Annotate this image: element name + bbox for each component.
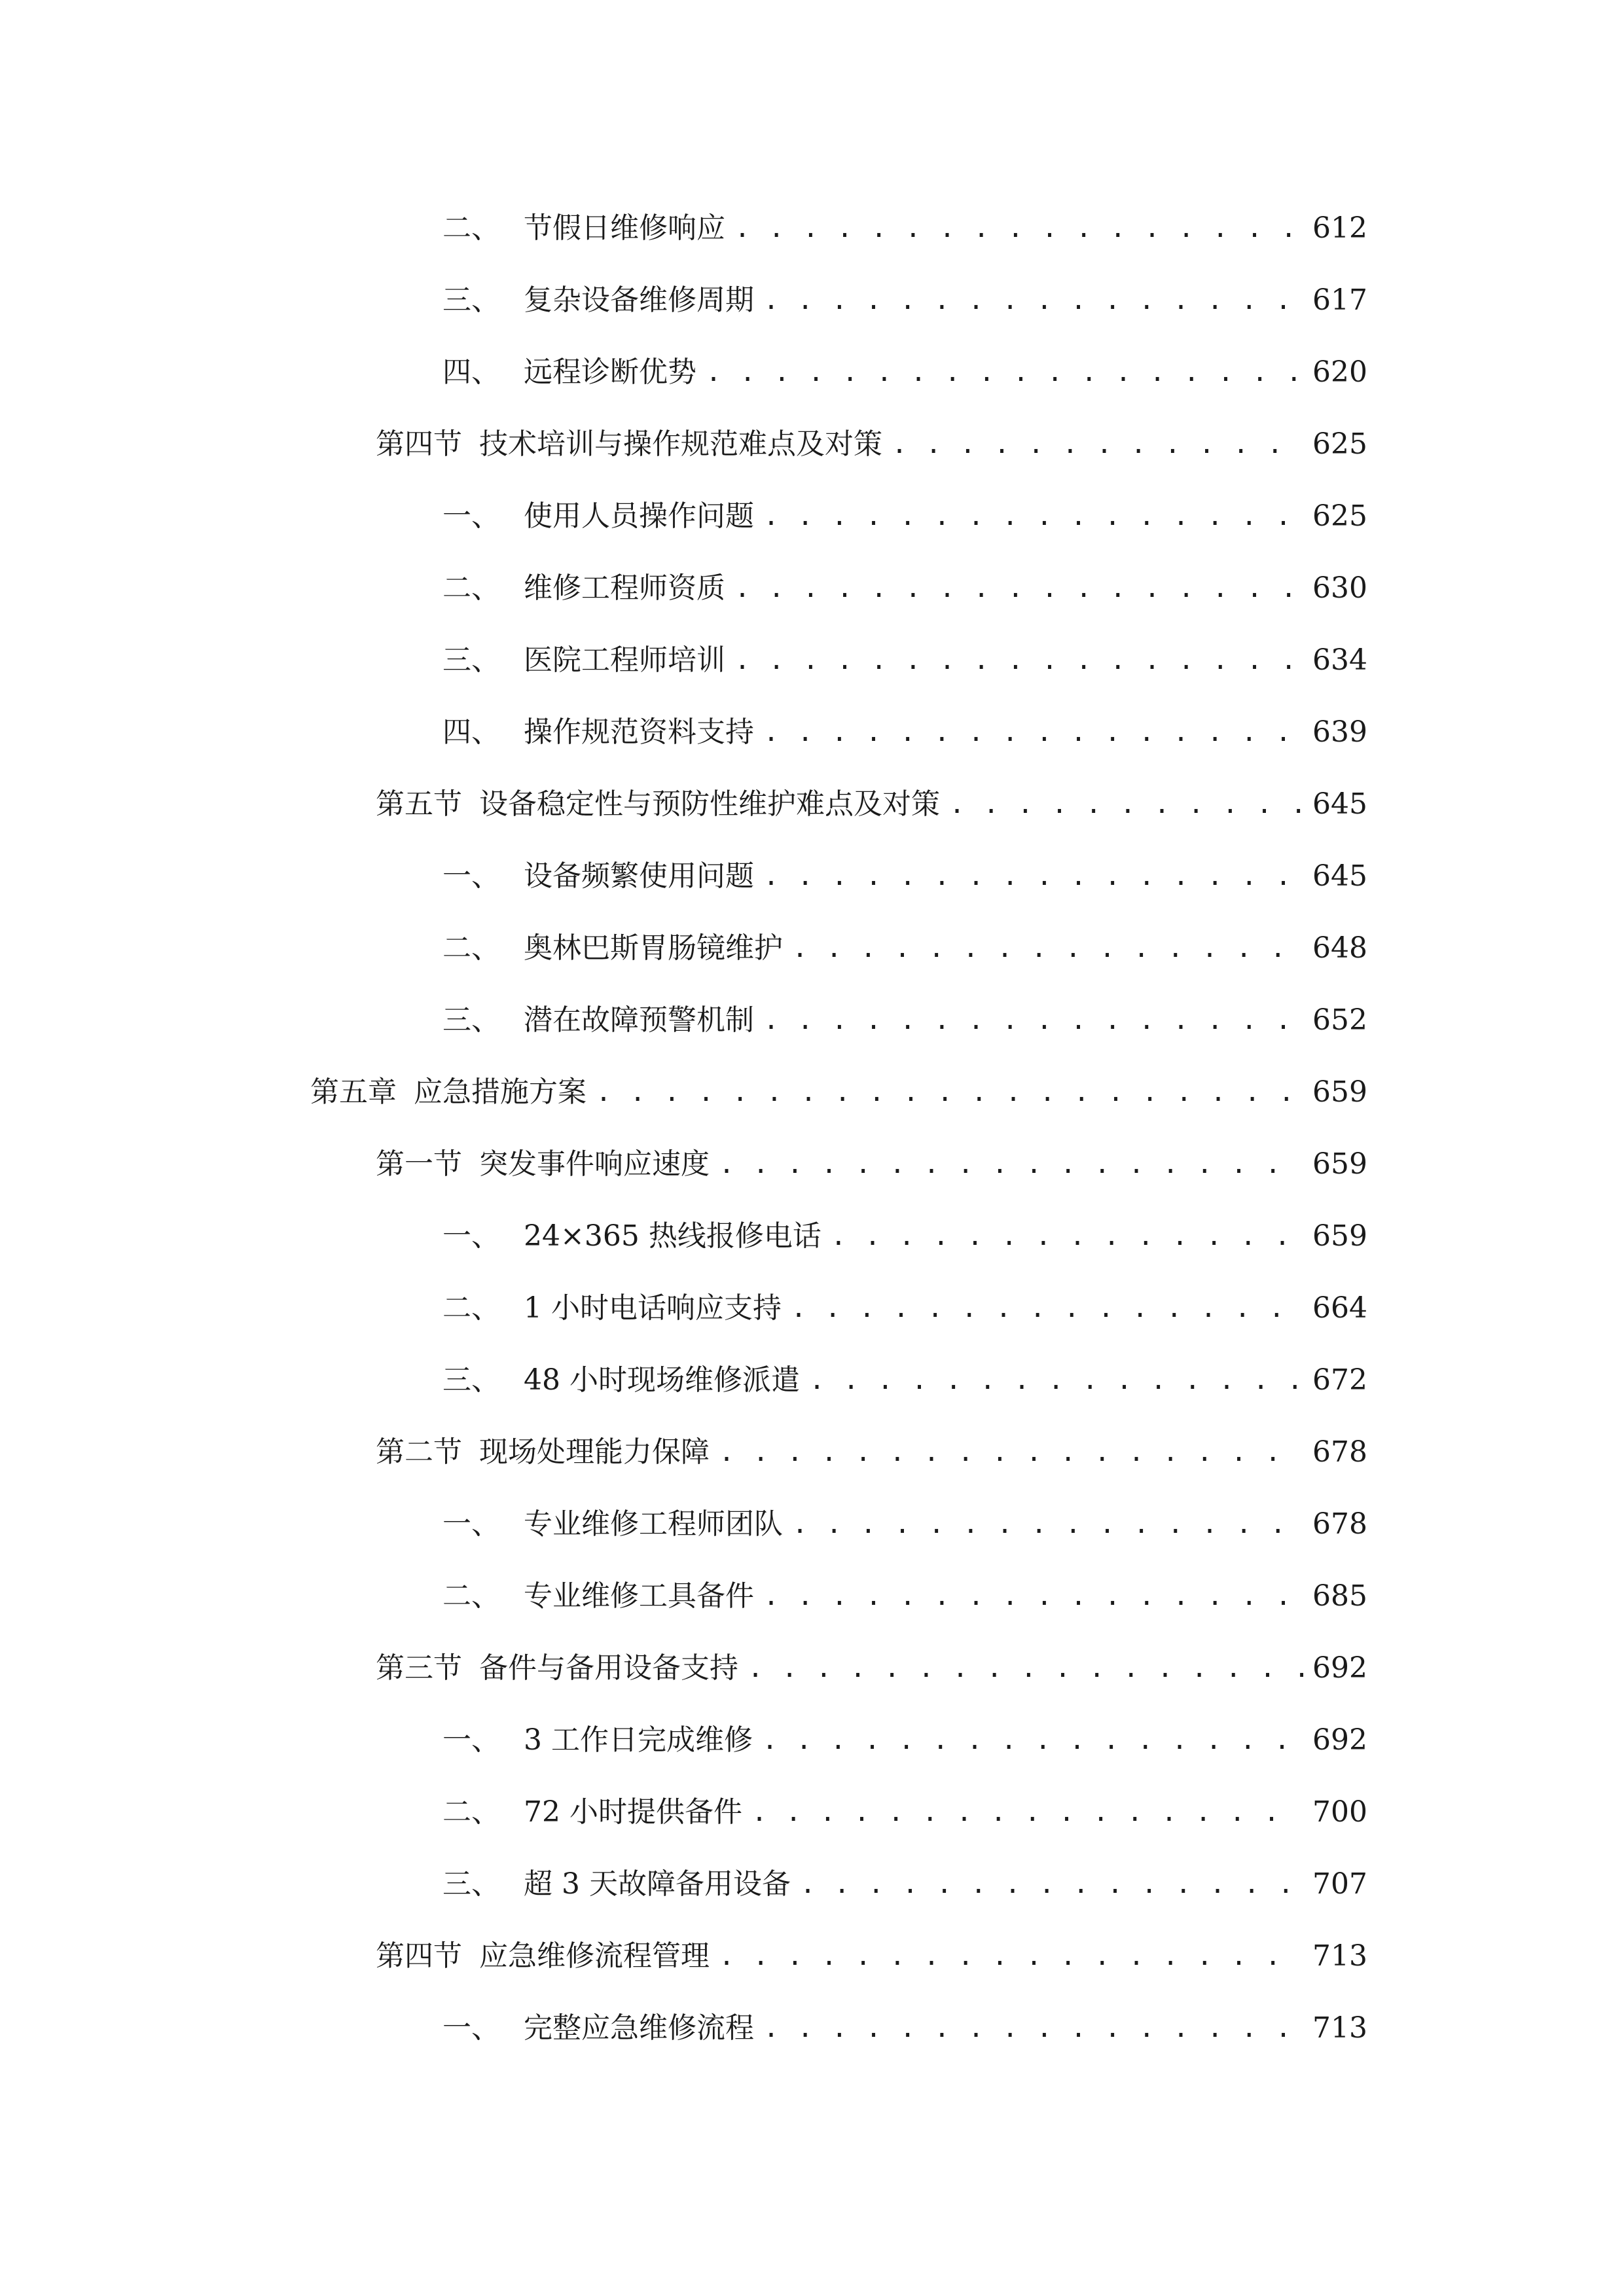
entry-page-number: 625: [1312, 499, 1367, 533]
toc-entry[interactable]: [442, 565, 1367, 611]
entry-number: 第五章: [310, 1075, 397, 1109]
entry-title: 72 小时提供备件: [524, 1795, 742, 1829]
entry-title: 专业维修工具备件: [524, 1579, 754, 1613]
entry-number: 四、: [442, 715, 500, 749]
entry-number: 二、: [442, 1291, 500, 1325]
dot-leader: [763, 853, 1303, 899]
entry-title: 远程诊断优势: [524, 355, 696, 389]
entry-title: 操作规范资料支持: [524, 715, 754, 749]
dot-leader: [792, 1501, 1303, 1547]
toc-entry[interactable]: [442, 206, 1367, 251]
toc-entry[interactable]: [442, 637, 1367, 683]
entry-page-number: 612: [1312, 211, 1367, 245]
dot-leader: [734, 637, 1303, 683]
entry-number: 二、: [442, 931, 500, 965]
entry-number: 一、: [442, 859, 500, 893]
toc-entry[interactable]: [442, 997, 1367, 1043]
dot-leader: [763, 2005, 1303, 2051]
entry-title: 奥林巴斯胃肠镜维护: [524, 931, 783, 965]
dot-leader: [719, 1141, 1303, 1187]
entry-title: 使用人员操作问题: [524, 499, 754, 533]
entry-number: 第二节: [376, 1435, 462, 1469]
entry-page-number: 692: [1312, 1651, 1367, 1685]
toc-entry[interactable]: [442, 1285, 1367, 1331]
entry-number: 一、: [442, 1219, 500, 1253]
entry-page-number: 713: [1312, 1939, 1367, 1973]
entry-number: 一、: [442, 1507, 500, 1541]
toc-entry-section[interactable]: [376, 781, 1367, 827]
entry-page-number: 659: [1312, 1147, 1367, 1181]
entry-page-number: 700: [1312, 1795, 1367, 1829]
entry-page-number: 625: [1312, 427, 1367, 461]
toc-entry[interactable]: [442, 350, 1367, 395]
entry-title: 突发事件响应速度: [479, 1147, 710, 1181]
toc-entry[interactable]: [442, 853, 1367, 899]
dot-leader: [596, 1069, 1303, 1115]
entry-page-number: 634: [1312, 643, 1367, 677]
dot-leader: [719, 1933, 1303, 1979]
entry-page-number: 652: [1312, 1003, 1367, 1037]
entry-number: 一、: [442, 499, 500, 533]
entry-number: 二、: [442, 1579, 500, 1613]
dot-leader: [762, 1717, 1303, 1763]
entry-page-number: 664: [1312, 1291, 1367, 1325]
dot-leader: [748, 1645, 1303, 1691]
toc-entry-section[interactable]: [376, 1141, 1367, 1187]
entry-title: 专业维修工程师团队: [524, 1507, 783, 1541]
entry-number: 一、: [442, 2011, 500, 2045]
toc-entry-section[interactable]: [376, 1933, 1367, 1979]
entry-page-number: 713: [1312, 2011, 1367, 2045]
dot-leader: [706, 350, 1303, 395]
toc-entry[interactable]: [442, 1357, 1367, 1403]
entry-title: 完整应急维修流程: [524, 2011, 754, 2045]
entry-title: 节假日维修响应: [524, 211, 725, 245]
dot-leader: [809, 1357, 1303, 1403]
entry-page-number: 645: [1312, 787, 1367, 821]
entry-number: 第四节: [376, 427, 462, 461]
entry-page-number: 692: [1312, 1723, 1367, 1757]
entry-title: 维修工程师资质: [524, 571, 725, 605]
entry-title: 潜在故障预警机制: [524, 1003, 754, 1037]
toc-entry[interactable]: [442, 1861, 1367, 1907]
toc-entry[interactable]: [442, 1717, 1367, 1763]
entry-number: 二、: [442, 1795, 500, 1829]
toc-entry[interactable]: [442, 278, 1367, 323]
entry-title: 设备稳定性与预防性维护难点及对策: [479, 787, 940, 821]
entry-number: 一、: [442, 1723, 500, 1757]
toc-entry[interactable]: [442, 1213, 1367, 1259]
entry-page-number: 620: [1312, 355, 1367, 389]
entry-number: 三、: [442, 1867, 500, 1901]
entry-number: 第四节: [376, 1939, 462, 1973]
entry-page-number: 672: [1312, 1363, 1367, 1397]
toc-entry[interactable]: [442, 1501, 1367, 1547]
entry-page-number: 678: [1312, 1507, 1367, 1541]
dot-leader: [763, 709, 1303, 755]
entry-number: 第一节: [376, 1147, 462, 1181]
entry-page-number: 659: [1312, 1075, 1367, 1109]
entry-title: 医院工程师培训: [524, 643, 725, 677]
entry-page-number: 630: [1312, 571, 1367, 605]
dot-leader: [831, 1213, 1303, 1259]
dot-leader: [763, 997, 1303, 1043]
entry-title: 48 小时现场维修派遣: [524, 1363, 800, 1397]
dot-leader: [792, 925, 1303, 971]
dot-leader: [763, 493, 1303, 539]
dot-leader: [892, 422, 1303, 467]
toc-entry[interactable]: [442, 1789, 1367, 1835]
entry-title: 技术培训与操作规范难点及对策: [479, 427, 882, 461]
entry-title: 超 3 天故障备用设备: [524, 1867, 791, 1901]
entry-number: 第五节: [376, 787, 462, 821]
entry-page-number: 639: [1312, 715, 1367, 749]
toc-entry[interactable]: [442, 1573, 1367, 1619]
toc-entry[interactable]: [442, 709, 1367, 755]
entry-number: 三、: [442, 643, 500, 677]
entry-page-number: 648: [1312, 931, 1367, 965]
entry-number: 四、: [442, 355, 500, 389]
entry-title: 1 小时电话响应支持: [524, 1291, 782, 1325]
toc-entry-section[interactable]: [376, 422, 1367, 467]
dot-leader: [763, 1573, 1303, 1619]
entry-number: 第三节: [376, 1651, 462, 1685]
dot-leader: [763, 278, 1303, 323]
entry-title: 3 工作日完成维修: [524, 1723, 753, 1757]
toc-entry[interactable]: [442, 493, 1367, 539]
entry-number: 三、: [442, 1363, 500, 1397]
entry-page-number: 707: [1312, 1867, 1367, 1901]
entry-number: 二、: [442, 211, 500, 245]
dot-leader: [791, 1285, 1303, 1331]
entry-title: 备件与备用设备支持: [479, 1651, 738, 1685]
entry-title: 应急维修流程管理: [479, 1939, 710, 1973]
entry-page-number: 617: [1312, 283, 1367, 317]
entry-title: 现场处理能力保障: [479, 1435, 710, 1469]
entry-number: 二、: [442, 571, 500, 605]
entry-title: 24×365 热线报修电话: [524, 1219, 821, 1253]
dot-leader: [800, 1861, 1303, 1907]
toc-entry[interactable]: [442, 2005, 1367, 2051]
entry-page-number: 659: [1312, 1219, 1367, 1253]
entry-number: 三、: [442, 283, 500, 317]
toc-entry[interactable]: [442, 925, 1367, 971]
dot-leader: [734, 565, 1303, 611]
entry-number: 三、: [442, 1003, 500, 1037]
entry-title: 复杂设备维修周期: [524, 283, 754, 317]
entry-title: 设备频繁使用问题: [524, 859, 754, 893]
toc-entry-section[interactable]: [376, 1429, 1367, 1475]
entry-page-number: 678: [1312, 1435, 1367, 1469]
dot-leader: [949, 781, 1303, 827]
dot-leader: [719, 1429, 1303, 1475]
entry-page-number: 645: [1312, 859, 1367, 893]
toc-entry-section[interactable]: [376, 1645, 1367, 1691]
entry-page-number: 685: [1312, 1579, 1367, 1613]
toc-entry-chapter[interactable]: [310, 1069, 1367, 1115]
dot-leader: [734, 206, 1303, 251]
dot-leader: [751, 1789, 1303, 1835]
entry-title: 应急措施方案: [414, 1075, 586, 1109]
